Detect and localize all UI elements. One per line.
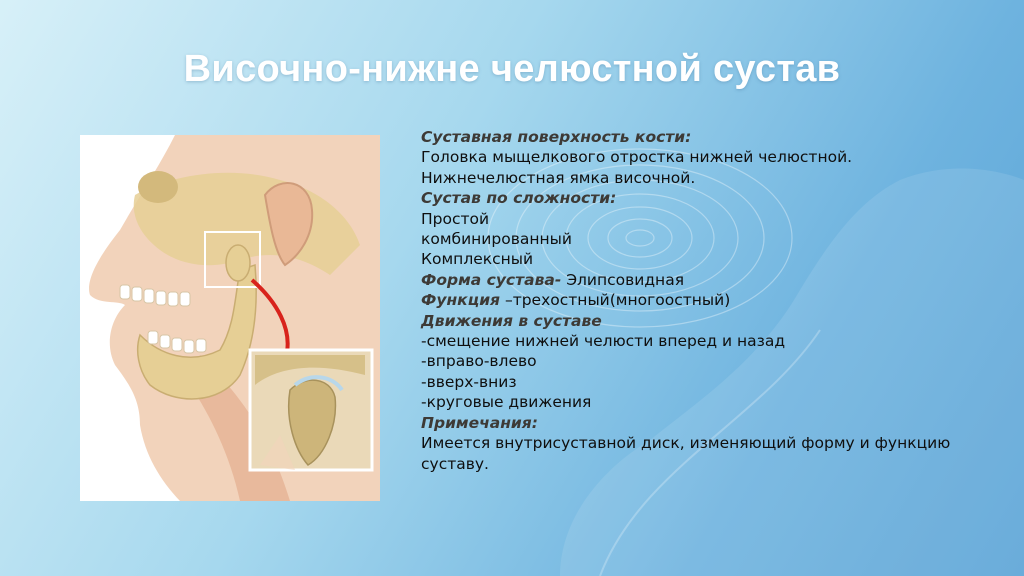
function-value: –трехостный(многоостный) (500, 291, 731, 310)
content-text (421, 127, 996, 474)
notes-heading: Примечания: (421, 413, 538, 432)
joint-form-row (421, 270, 996, 290)
articular-surface-line-2: Нижнечелюстная ямка височной. (421, 168, 696, 187)
illustration-frame (80, 135, 380, 501)
joint-form-value: Элипсовидная (561, 270, 685, 289)
articular-surface-line-1: Головка мыщелкового отростка нижней челюстной. (421, 148, 853, 167)
notes-text: Имеется внутрисуставной диск, изменяющий форму и функцию суставу. (421, 434, 951, 473)
jaw-joint-anatomy-illustration-icon (80, 135, 380, 501)
movement-item-2: -вправо-влево (421, 352, 537, 371)
complexity-heading: Сустав по сложности: (421, 189, 617, 208)
function-row (421, 290, 996, 310)
joint-form-heading: Форма сустава- (421, 270, 562, 289)
slide-title: Височно-нижне челюстной сустав (183, 48, 841, 90)
articular-surface-heading: Суставная поверхность кости: (421, 128, 692, 146)
function-heading: Функция (421, 291, 501, 310)
movements-heading: Движения в суставе (421, 311, 602, 330)
complexity-line-2: комбинированный (421, 230, 572, 249)
movement-item-1: -смещение нижней челюсти вперед и назад (421, 332, 786, 351)
movement-item-4: -круговые движения (421, 393, 592, 412)
movement-item-3: -вверх-вниз (421, 372, 517, 391)
complexity-line-3: Комплексный (421, 250, 534, 269)
complexity-line-1: Простой (421, 209, 490, 228)
